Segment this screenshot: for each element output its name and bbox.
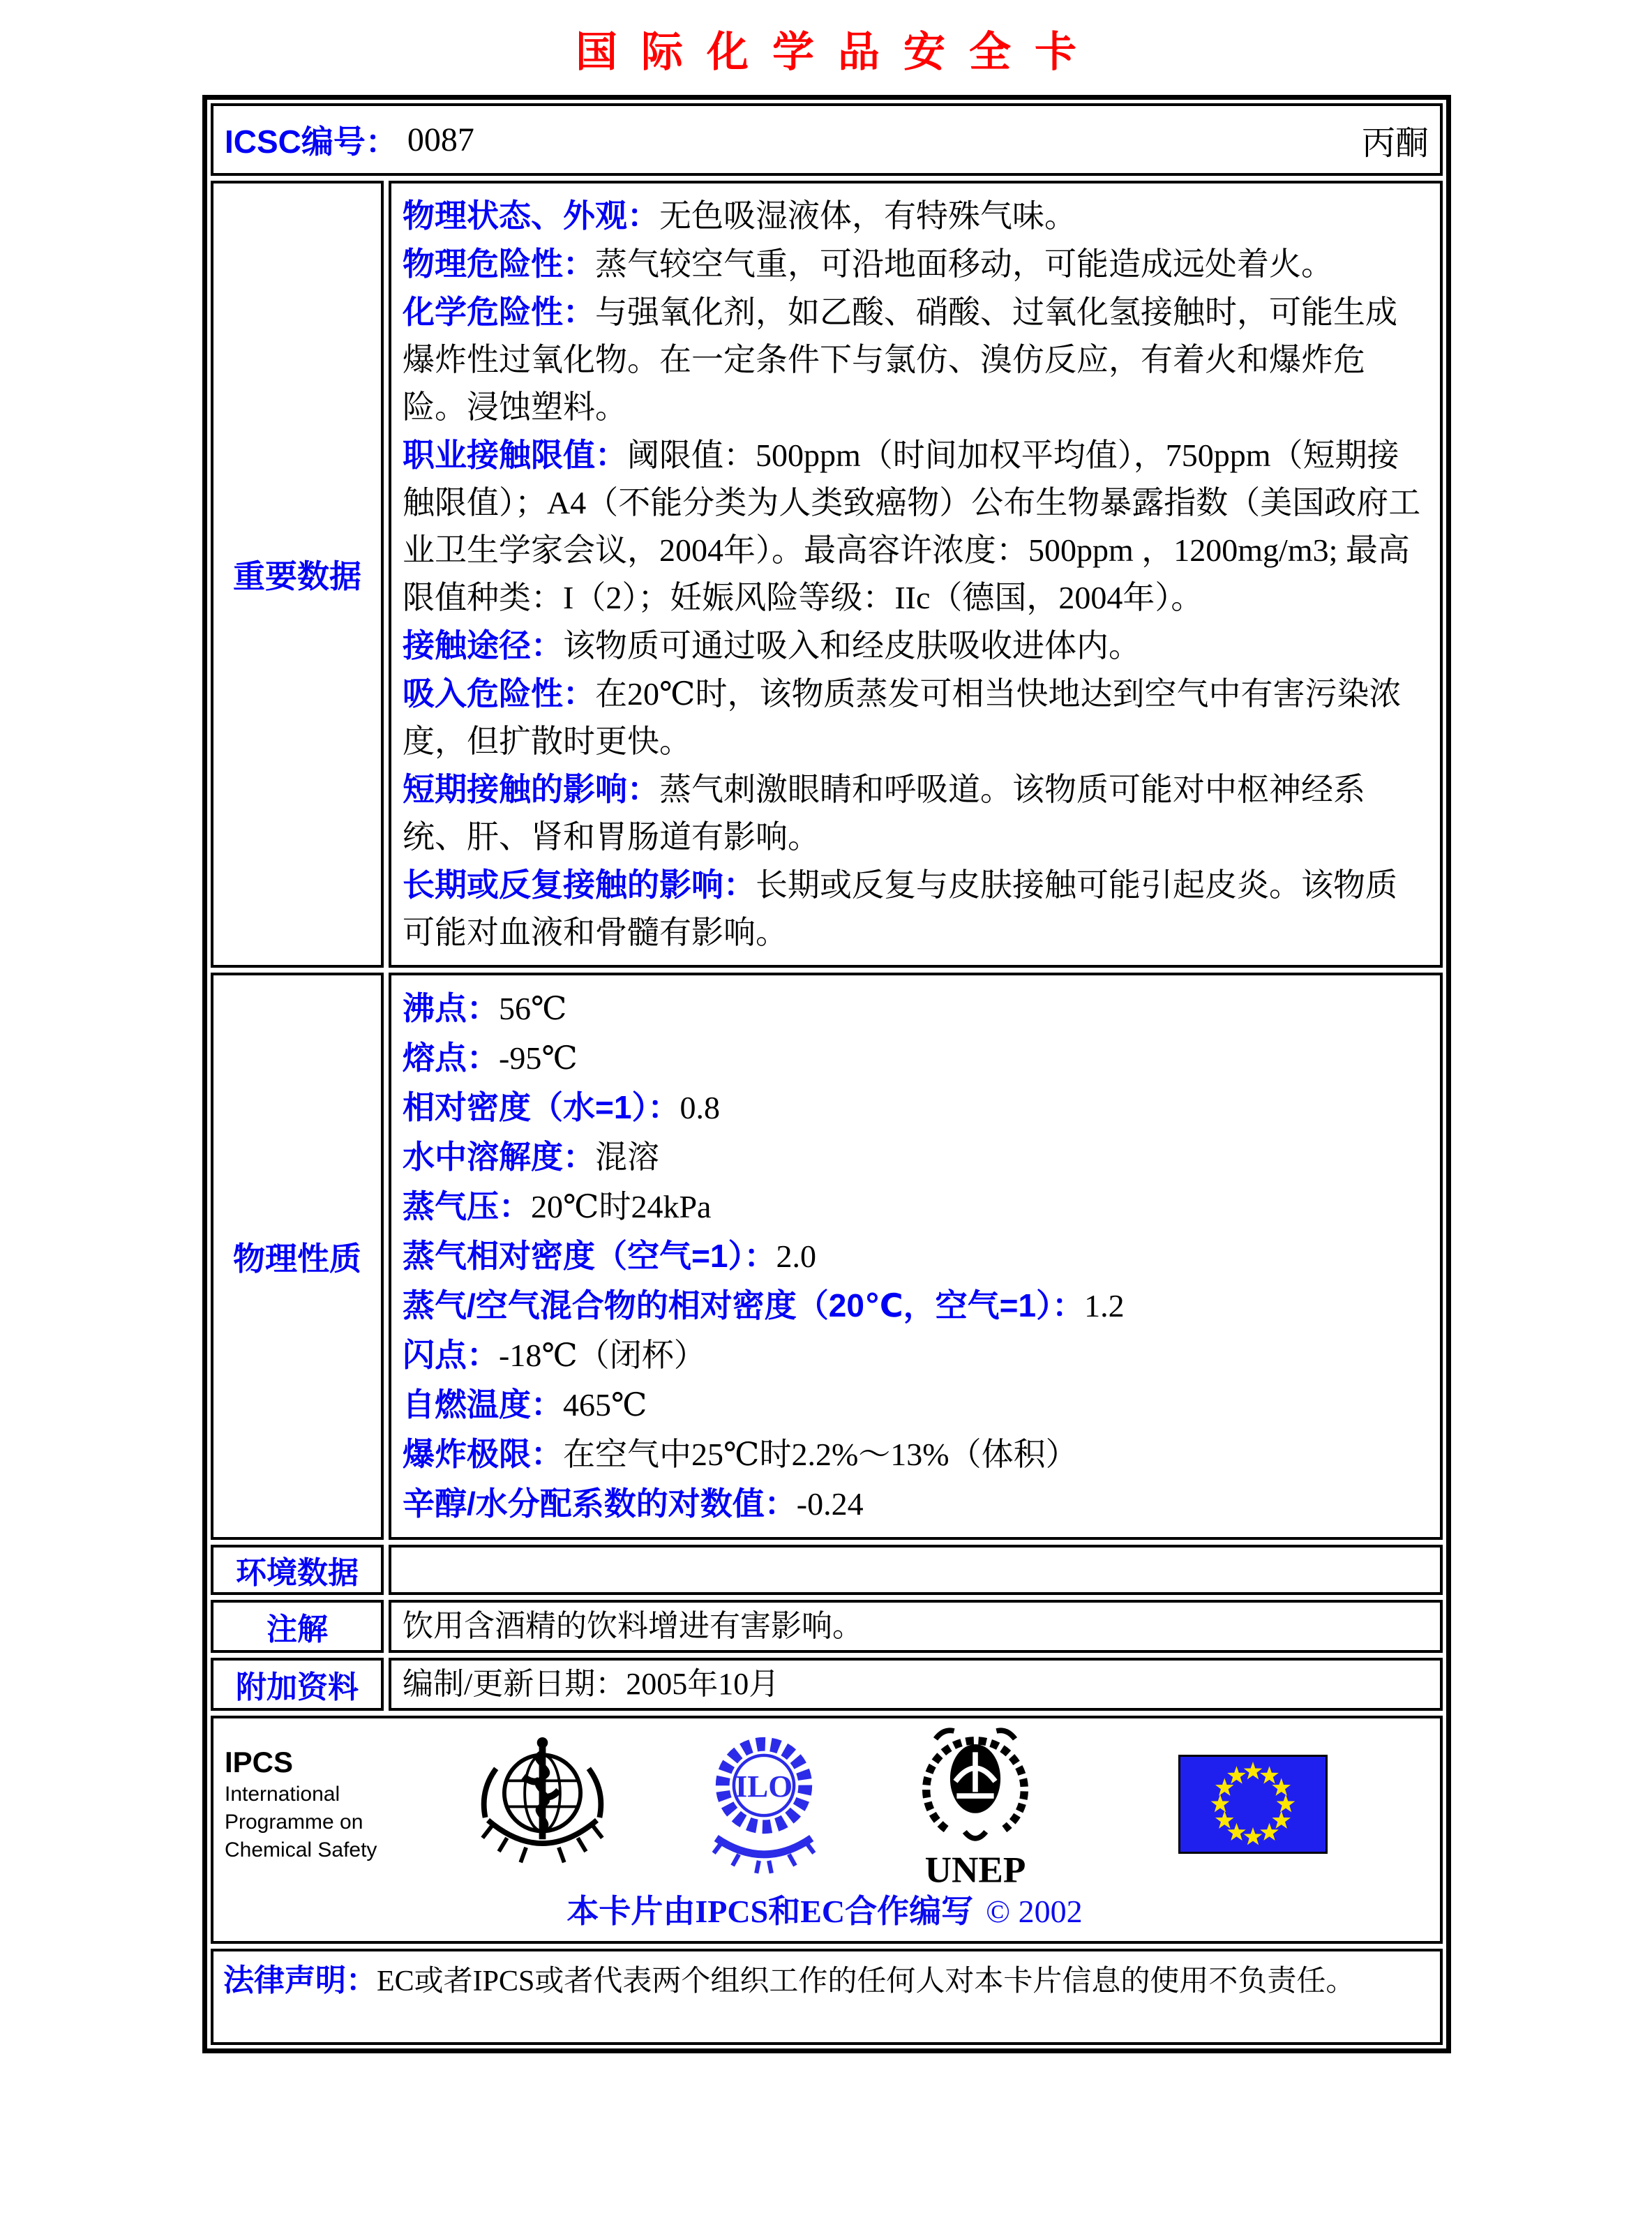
copyright-year: © 2002 <box>986 1894 1083 1929</box>
data-item <box>403 240 1429 288</box>
property-item <box>403 1083 1429 1132</box>
property-label: 蒸气/空气混合物的相对密度（20℃，空气=1）： <box>403 1287 1085 1324</box>
item-label: 物理危险性： <box>403 246 595 282</box>
property-value: 混溶 <box>595 1139 659 1175</box>
unep-letters: UNEP <box>924 1849 1026 1890</box>
item-text: 与强氧化剂，如乙酸、硝酸、过氧化氢接触时，可能生成爆炸性过氧化物。在一定条件下与氯仿、溴仿反应，有着火和爆炸危险。浸蚀塑料。 <box>403 294 1397 425</box>
item-text: 阈限值：500ppm（时间加权平均值），750ppm（短期接触限值）；A4（不能分类为人类致癌物）公布生物暴露指数（美国政府工业卫生学家会议，2004年）。最高容许浓度：500ppm ，1200mg/m3; 最高限值种类：I（2）；妊娠风险等级：IIc（德国，2004年）。 <box>403 437 1421 615</box>
notes-content: 饮用含酒精的饮料增进有害影响。 <box>389 1600 1443 1653</box>
icsc-number-group <box>225 117 474 163</box>
property-item <box>403 1430 1429 1479</box>
property-item <box>403 1331 1429 1380</box>
item-text: 无色吸湿液体，有特殊气味。 <box>659 198 1076 234</box>
unep-logo-icon <box>909 1718 1042 1890</box>
data-item <box>403 192 1429 240</box>
item-text: 该物质可通过吸入和经皮肤吸收进体内。 <box>563 628 1141 664</box>
property-label: 自燃温度： <box>403 1386 563 1423</box>
property-item <box>403 1479 1429 1529</box>
property-label: 蒸气相对密度（空气=1）： <box>403 1238 776 1274</box>
property-value: 1.2 <box>1084 1288 1125 1324</box>
chemical-name: 丙酮 <box>1361 124 1429 162</box>
property-item <box>403 1182 1429 1231</box>
icsc-header-row <box>211 103 1443 176</box>
data-item <box>403 765 1429 861</box>
property-label: 相对密度（水=1）： <box>403 1089 680 1125</box>
ipcs-block <box>220 1744 434 1864</box>
item-label: 短期接触的影响： <box>403 771 659 807</box>
logos-strip <box>220 1725 1429 1890</box>
property-item <box>403 1281 1429 1331</box>
item-label: 化学危险性： <box>403 294 595 330</box>
caption-text: 本卡片由IPCS和EC合作编写 <box>566 1894 974 1929</box>
page-title: 国际化学品安全卡 <box>576 29 1100 75</box>
footer-caption <box>220 1892 1429 1931</box>
organizations-footer-cell <box>211 1716 1443 1944</box>
item-label: 吸入危险性： <box>403 675 595 712</box>
icsc-number-value: 0087 <box>407 121 474 158</box>
item-text: 长期或反复与皮肤接触可能引起皮炎。该物质可能对血液和骨髓有影响。 <box>403 867 1397 950</box>
data-item <box>403 670 1429 765</box>
organizations-footer-row <box>211 1716 1443 1944</box>
row-label-notes: 注解 <box>211 1600 384 1653</box>
safety-card-table <box>202 95 1451 2053</box>
additional-info-row <box>211 1658 1443 1711</box>
environment-data-row <box>211 1545 1443 1595</box>
row-label-important-data: 重要数据 <box>211 181 384 968</box>
environment-data-content <box>389 1545 1443 1595</box>
ilo-letters: ILO <box>735 1768 793 1804</box>
property-label: 熔点： <box>403 1040 499 1076</box>
ipcs-acronym: IPCS <box>225 1745 294 1778</box>
property-value: -18℃（闭杯） <box>499 1337 706 1373</box>
property-label: 爆炸极限： <box>403 1436 563 1472</box>
eu-flag-icon <box>1178 1755 1328 1854</box>
physical-properties-content <box>389 973 1443 1540</box>
property-label: 蒸气压： <box>403 1188 531 1224</box>
row-label-environment-data: 环境数据 <box>211 1545 384 1595</box>
additional-info-content: 编制/更新日期：2005年10月 <box>389 1658 1443 1711</box>
property-label: 辛醇/水分配系数的对数值： <box>403 1485 797 1522</box>
row-label-physical-properties: 物理性质 <box>211 973 384 1540</box>
property-item <box>403 1231 1429 1281</box>
data-item <box>403 288 1429 431</box>
property-value: 2.0 <box>776 1238 816 1274</box>
data-item <box>403 431 1429 622</box>
item-text: 蒸气刺激眼睛和呼吸道。该物质可能对中枢神经系统、肝、肾和胃肠道有影响。 <box>403 772 1365 855</box>
icsc-header-cell <box>211 103 1443 176</box>
property-item <box>403 1033 1429 1083</box>
notes-row <box>211 1600 1443 1653</box>
property-item <box>403 1380 1429 1430</box>
property-value: 在空气中25℃时2.2%～13%（体积） <box>563 1437 1078 1472</box>
property-label: 沸点： <box>403 990 499 1026</box>
item-label: 接触途径： <box>403 627 563 664</box>
data-item <box>403 861 1429 957</box>
ipcs-subtitle-line: Chemical Safety <box>225 1838 377 1861</box>
ipcs-subtitle-line: International <box>225 1782 340 1806</box>
who-logo-icon <box>474 1736 610 1872</box>
data-item <box>403 622 1429 670</box>
ilo-logo-icon <box>701 1730 827 1878</box>
legal-notice-row <box>211 1949 1443 2045</box>
physical-properties-row <box>211 973 1443 1540</box>
property-value: 20℃时24kPa <box>531 1189 712 1224</box>
legal-notice-cell <box>211 1949 1443 2045</box>
ipcs-subtitle-line: Programme on <box>225 1810 363 1834</box>
property-value: -95℃ <box>499 1040 578 1076</box>
property-label: 闪点： <box>403 1337 499 1373</box>
item-label: 长期或反复接触的影响： <box>403 867 756 903</box>
property-value: 465℃ <box>563 1387 647 1423</box>
property-item <box>403 1132 1429 1182</box>
property-value: 0.8 <box>679 1090 720 1125</box>
item-text: 蒸气较空气重，可沿地面移动，可能造成远处着火。 <box>595 246 1333 282</box>
row-label-additional-info: 附加资料 <box>211 1658 384 1711</box>
item-label: 职业接触限值： <box>403 437 627 473</box>
item-text: 在20℃时，该物质蒸发可相当快地达到空气中有害污染浓度，但扩散时更快。 <box>403 676 1402 759</box>
property-item <box>403 984 1429 1033</box>
legal-notice-label: 法律声明： <box>223 1963 377 1998</box>
important-data-row <box>211 181 1443 968</box>
property-label: 水中溶解度： <box>403 1139 595 1175</box>
item-label: 物理状态、外观： <box>403 197 659 234</box>
important-data-content <box>389 181 1443 968</box>
property-value: 56℃ <box>499 991 567 1026</box>
legal-notice-text: EC或者IPCS或者代表两个组织工作的任何人对本卡片信息的使用不负责任。 <box>377 1965 1356 1998</box>
icsc-number-label: ICSC编号： <box>225 123 398 160</box>
property-value: -0.24 <box>796 1486 864 1522</box>
